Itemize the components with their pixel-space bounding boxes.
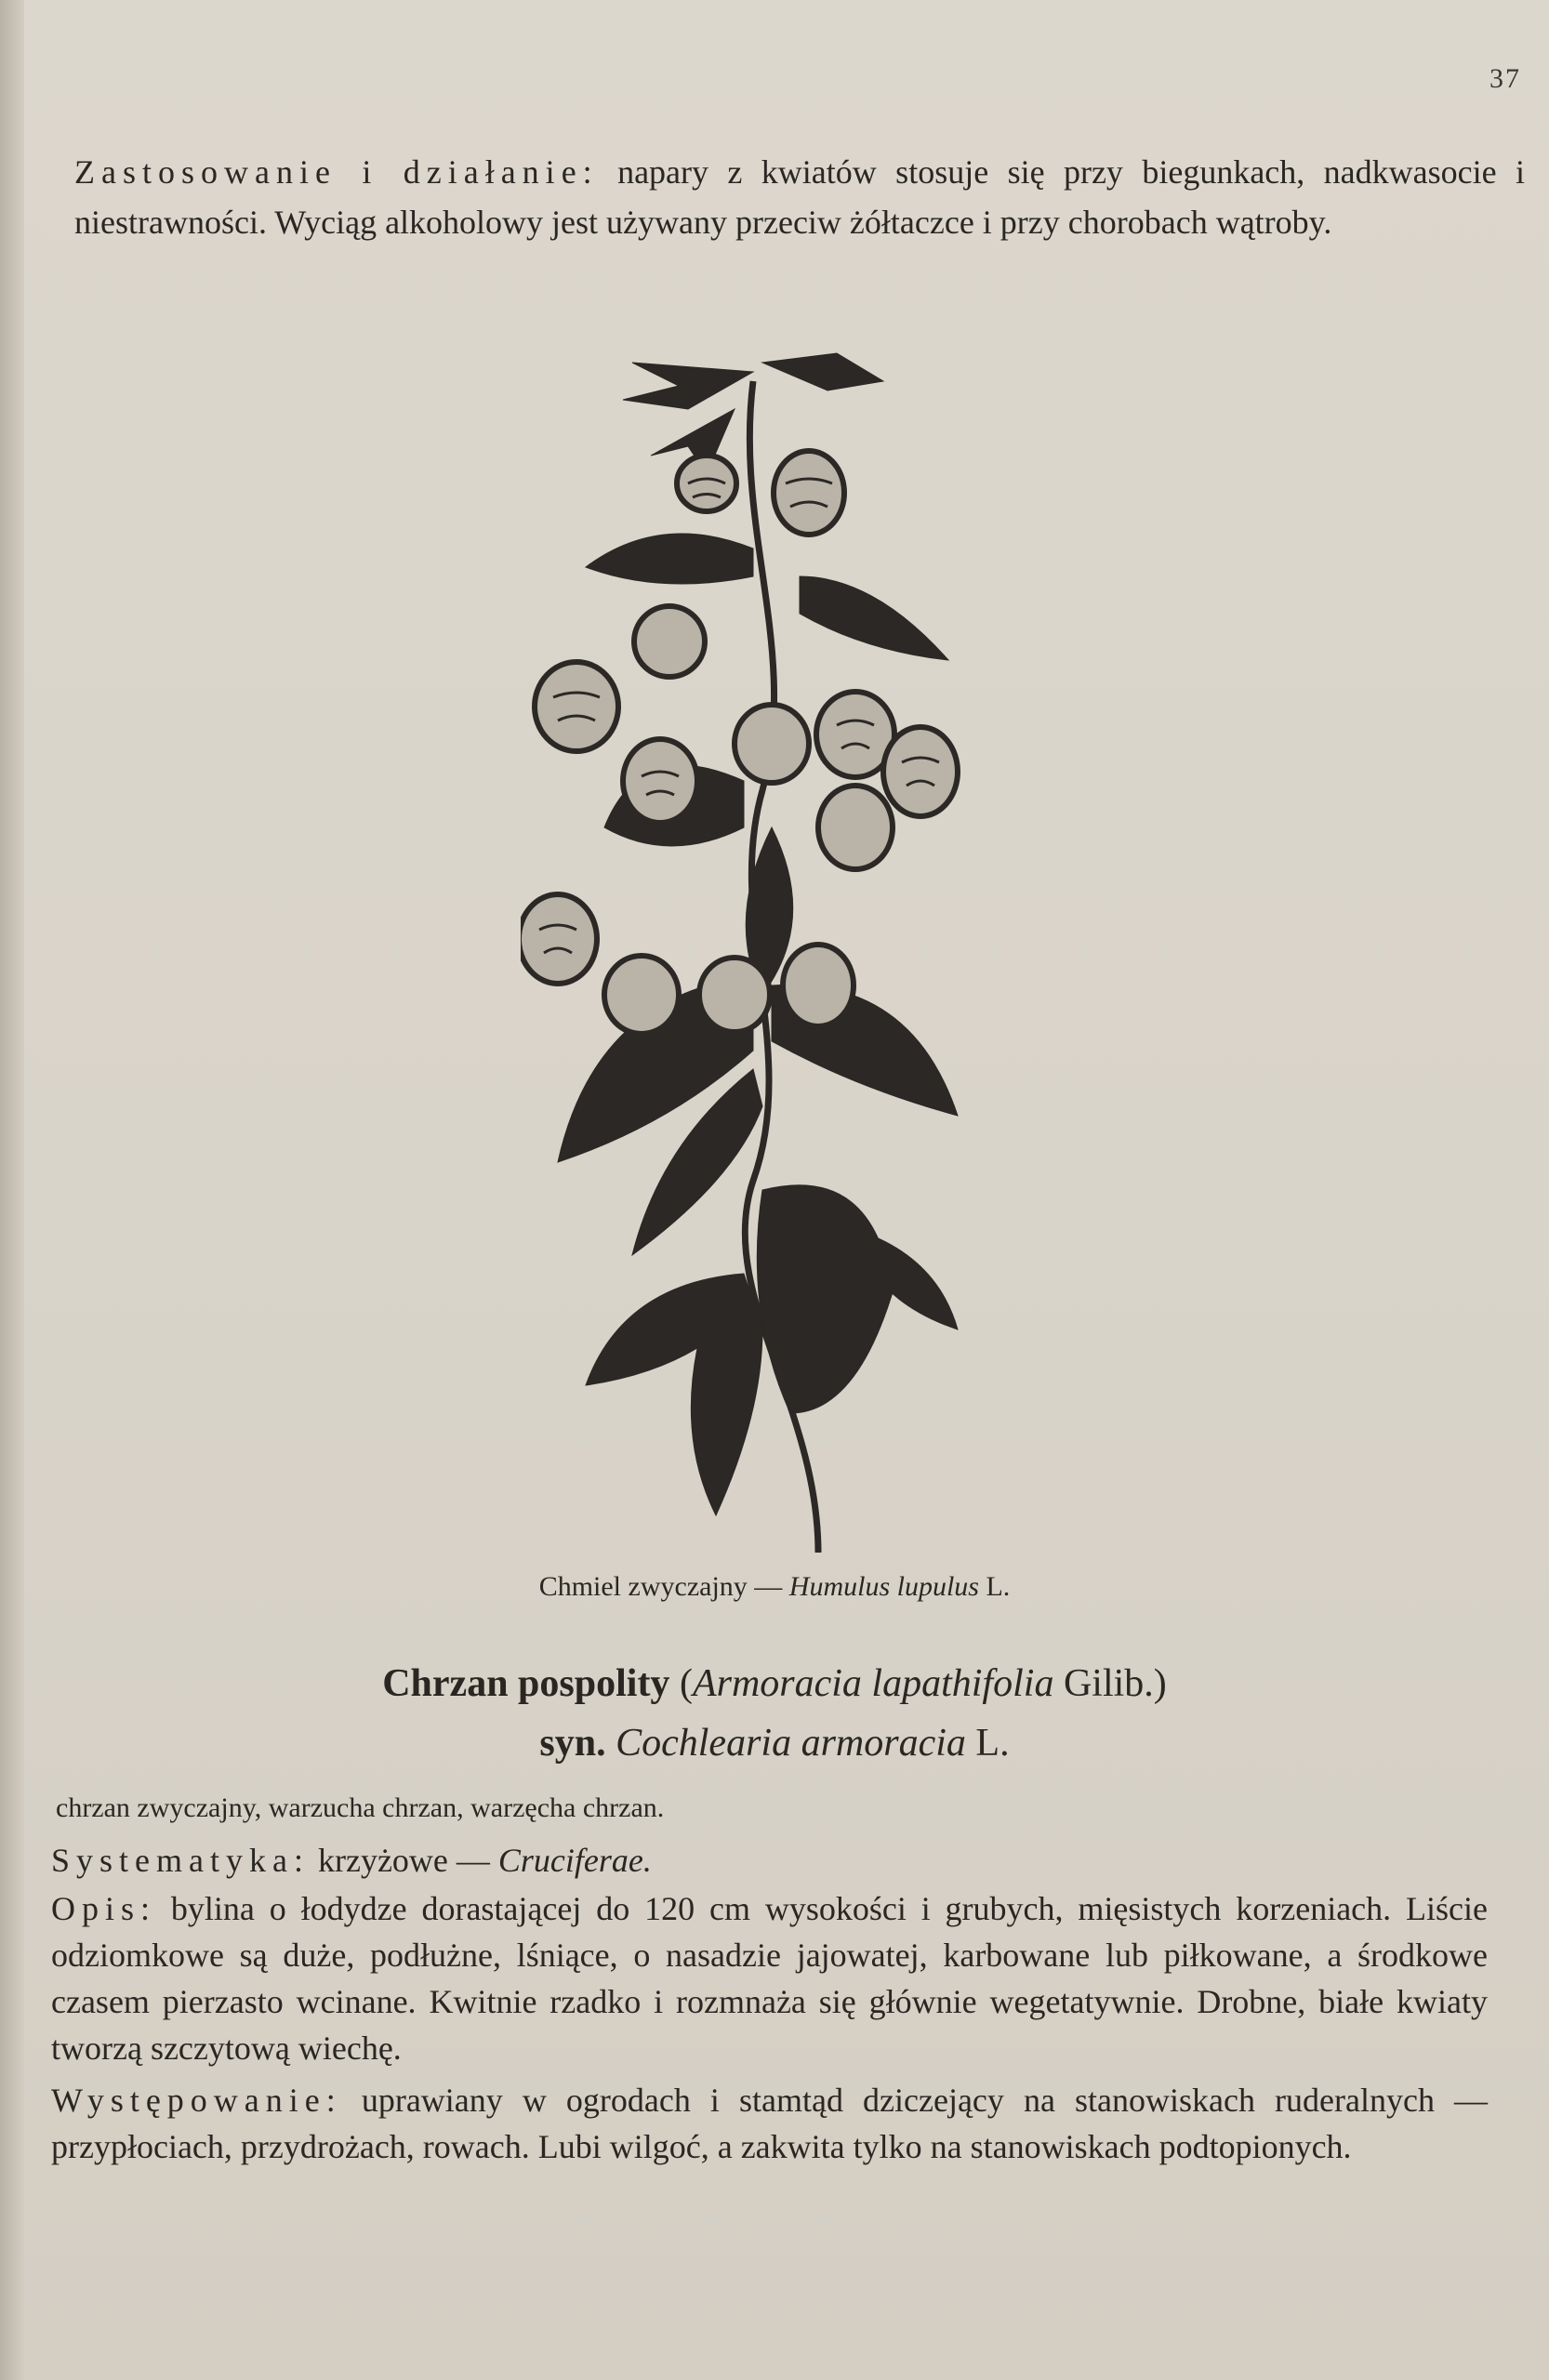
page-gutter	[0, 0, 24, 2380]
figure-caption	[0, 1571, 1549, 1603]
caption-polish-name: Chmiel zwyczajny —	[538, 1571, 783, 1602]
hop-plant-illustration	[521, 344, 986, 1571]
paren-open: (	[679, 1662, 693, 1705]
entry-author: Gilib.)	[1063, 1662, 1167, 1705]
occurrence-paragraph	[51, 2077, 1488, 2170]
usage-paragraph	[74, 147, 1525, 247]
common-names: chrzan zwyczajny, warzucha chrzan, warzęcha chrzan.	[56, 1792, 665, 1823]
page-number: 37	[1489, 63, 1521, 94]
systematics-latin: Cruciferae.	[497, 1842, 652, 1879]
description-label: Opis:	[51, 1890, 157, 1927]
description-text: bylina o łodydze dorastającej do 120 cm wysokości i grubych, mięsistych korzeniach. Liście odziomkowe są duże, podłużne, lśniące, o nasadzie jajowatej, karbowane lub piłkowane, a środkowe czasem pierzasto wcinane. Kwitnie rzadko i rozmnaża się głównie wegetatywnie. Drobne, białe kwiaty tworzą szczytową wiechę.	[51, 1890, 1488, 2067]
syn-latin: Cochlearia armoracia	[616, 1722, 966, 1765]
caption-latin-name: Humulus lupulus	[788, 1571, 979, 1602]
caption-author: L.	[986, 1571, 1011, 1602]
syn-author: L.	[975, 1722, 1010, 1765]
entry-latin: Armoracia lapathifolia	[692, 1662, 1054, 1705]
description-paragraph	[51, 1885, 1488, 2071]
entry-synonym-heading	[0, 1714, 1549, 1772]
systematics-paragraph	[51, 1837, 1488, 1884]
syn-label: syn.	[539, 1722, 606, 1765]
occurrence-label: Występowanie:	[51, 2082, 342, 2119]
systematics-label: Systematyka:	[51, 1842, 310, 1879]
usage-text: napary z kwiatów stosuje się przy biegunkach, nadkwasocie i niestrawności. Wyciąg alkoholowy jest używany przeciw żółtaczce i przy chorobach wątroby.	[74, 153, 1525, 241]
entry-name: Chrzan pospolity	[382, 1662, 670, 1705]
usage-label: Zastosowanie i działanie:	[74, 153, 599, 191]
systematics-text: krzyżowe —	[317, 1842, 490, 1879]
occurrence-text: uprawiany w ogrodach i stamtąd dziczejący na stanowiskach ruderalnych — przypłociach, przydrożach, rowach. Lubi wilgoć, a zakwita tylko na stanowiskach podtopionych.	[51, 2082, 1489, 2165]
entry-heading	[0, 1655, 1549, 1712]
